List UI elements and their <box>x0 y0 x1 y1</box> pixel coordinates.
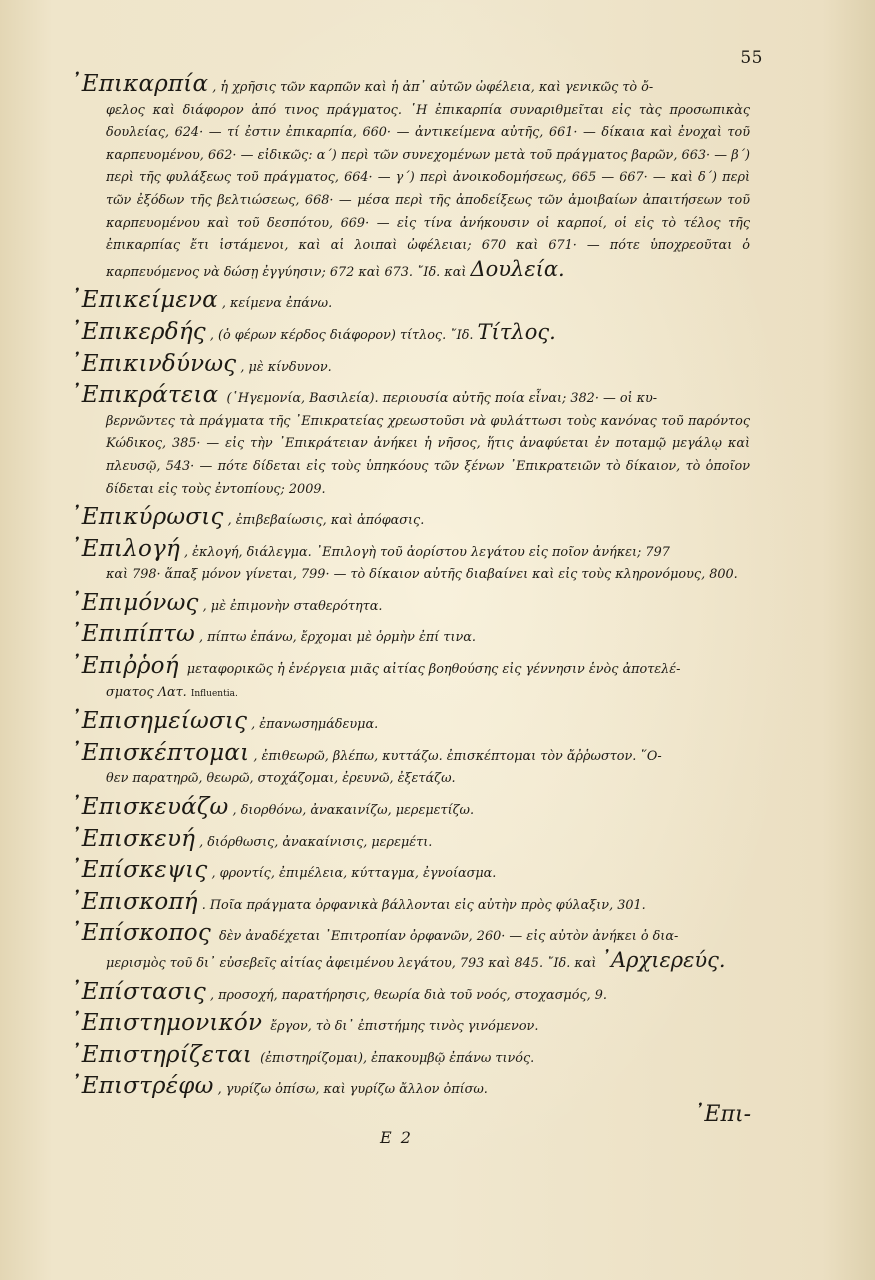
entry-epistrefo <box>70 1072 750 1102</box>
entry-episkeptomai <box>70 739 750 791</box>
headword: ᾿Επισκευάζω <box>70 794 229 821</box>
headword: ᾿Επισκευή <box>70 825 196 852</box>
latin-gloss: Influentia. <box>190 688 238 699</box>
entry-text: μερισμὸς τοῦ δι᾿ εὐσεβεῖς αἰτίας ἀφειμένου λεγάτου, 793 καὶ 845. ῎Ιδ. καὶ <box>106 956 597 971</box>
entry-text: , φροντίς, ἐπιμέλεια, κύτταγμα, ἐγνοίασμα. <box>211 866 497 882</box>
entry-continuation <box>70 949 750 976</box>
entry-text: , κείμενα ἐπάνω. <box>221 296 333 312</box>
entry-epikindynos <box>70 350 750 380</box>
entry-text: , ἐκλογή, διάλεγμα. ᾿Επιλογὴ τοῦ ἀορίστου λεγάτου εἰς ποῖον ἀνήκει; 797 <box>183 544 670 560</box>
dictionary-entries <box>70 70 750 1104</box>
entry-epipipto <box>70 620 750 650</box>
entry-continuation <box>70 768 750 791</box>
entry-continuation <box>70 564 750 587</box>
catchword: ᾿Επι- <box>693 1102 751 1127</box>
entry-continuation <box>70 682 750 706</box>
entry-text: . Ποῖα πράγματα ὀρφανικὰ βάλλονται εἰς αὐτὴν πρὸς φύλαξιν, 301. <box>201 897 646 913</box>
entry-text: , ἐπιβεβαίωσις, καὶ ἀπόφασις. <box>227 513 425 529</box>
entry-text: καὶ 798· ἅπαξ μόνον γίνεται, 799· — τὸ δίκαιον αὐτῆς διαβαίνει καὶ εἰς τοὺς κληρονόμους, 800. <box>106 567 738 583</box>
headword: ᾿Επικαρπία <box>70 71 209 97</box>
entry-text: , ἐπιθεωρῶ, βλέπω, κυττάζω. ἐπισκέπτομαι τὸν ἄῤῥωστον. ῞Ο- <box>253 748 662 764</box>
headword: ᾿Επικύρωσις <box>70 504 224 531</box>
headword: ᾿Επιστηρίζεται <box>70 1041 253 1068</box>
headword: ᾿Επιστρέφω <box>70 1073 214 1100</box>
entry-episkevazo <box>70 793 750 823</box>
entry-epistimonikon <box>70 1009 750 1039</box>
entry-continuation <box>70 100 750 285</box>
entry-text: , μὲ ἐπιμονὴν σταθερότητα. <box>202 598 383 614</box>
entry-text: μεταφορικῶς ἡ ἐνέργεια μιᾶς αἰτίας βοηθούσης εἰς γέννησιν ἑνὸς ἀποτελέ- <box>182 662 681 678</box>
headword: ᾿Επικείμενα <box>70 287 218 314</box>
entry-epikeimena <box>70 286 750 316</box>
headword: ᾿Επιλογή <box>70 535 180 562</box>
headword: ᾿Επιστημονικόν <box>70 1010 263 1037</box>
entry-text: , διορθόνω, ἀνακαινίζω, μερεμετίζω. <box>232 803 475 819</box>
headword: ᾿Επικράτεια <box>70 382 219 409</box>
entry-text: φελος καὶ διάφορον ἀπό τινος πράγματος. ῾Η ἐπικαρπία συναριθμεῖται εἰς τὰς προσωπικὰς δουλείας, 624· — τί ἐστιν ἐπικαρπία, 660· — ἀντικείμενα αὐτῆς, 661· — δίκαια καὶ ἐνοχαὶ τοῦ καρπευομένου, 662· — εἰδικῶς: α´) περὶ τῶν συνεχομένων μετὰ τοῦ πράγματος βαρῶν, 663· — β´) περὶ τῆς φυλάξεως τοῦ πράγματος, 664· — γ´) περὶ ἀνοικοδομήσεως, 665 — 667· — καὶ δ´) περὶ τῶν ἐξόδων τῆς βελτιώσεως, 668· — μέσα περὶ τῆς ἀποδείξεως τῶν ἀμοιβαίων ἀπαιτήσεων τοῦ καρπευομένου καὶ τοῦ δεσπότου, 669· — εἰς τίνα ἀνήκουσιν οἱ καρποί, οἱ εἰς τὸ τέλος τῆς ἐπικαρπίας ἔτι ἱστάμενοι, καὶ αἱ λοιπαὶ ὠφέλειαι; 670 καὶ 671· — πότε ὑποχρεοῦται ὁ καρπευόμενος νὰ δώσῃ ἐγγύησιν; 672 καὶ 673. ῎Ιδ. καὶ <box>106 102 750 280</box>
entry-text: δὲν ἀναδέχεται ᾿Επιτροπίαν ὀρφανῶν, 260· — εἰς αὐτὸν ἀνήκει ὁ δια- <box>214 929 679 945</box>
cross-reference: Τίτλος. <box>477 319 556 344</box>
entry-text: , (ὁ φέρων κέρδος διάφορον) τίτλος. ῎Ιδ. <box>209 327 474 343</box>
entry-text: (῾Ηγεμονία, Βασιλεία). περιουσία αὐτῆς ποία εἶναι; 382· — οἱ κυ- <box>222 391 658 407</box>
entry-epikrateia <box>70 381 750 501</box>
entry-text: , μὲ κίνδυνον. <box>240 359 332 375</box>
entry-episimeiosis <box>70 707 750 737</box>
entry-text: σματος Λατ. <box>106 684 187 700</box>
entry-epikarpia <box>70 70 750 284</box>
entry-epilogi <box>70 535 750 587</box>
entry-text: , πίπτω ἐπάνω, ἔρχομαι μὲ ὁρμὴν ἐπί τινα. <box>198 630 476 646</box>
headword: ᾿Επιμόνως <box>70 589 199 616</box>
entry-text: , γυρίζω ὀπίσω, καὶ γυρίζω ἄλλον ὀπίσω. <box>217 1082 488 1098</box>
headword: ᾿Επισκέπτομαι <box>70 739 250 766</box>
headword: ᾿Επισκοπή <box>70 888 198 915</box>
cross-reference: ᾿Αρχιερεύς. <box>600 948 726 972</box>
entry-epikerdis <box>70 318 750 348</box>
headword: ᾿Επικερδής <box>70 318 206 345</box>
headword: ᾿Επίστασις <box>70 978 206 1005</box>
entry-episkopi <box>70 888 750 918</box>
entry-text: , διόρθωσις, ἀνακαίνισις, μερεμέτι. <box>199 834 433 850</box>
entry-text: , ἐπανωσημάδευμα. <box>251 717 379 733</box>
cross-reference: Δουλεία. <box>470 256 565 281</box>
entry-text: θεν παρατηρῶ, θεωρῶ, στοχάζομαι, ἐρευνῶ, ἐξετάζω. <box>106 771 456 787</box>
headword: ᾿Επικινδύνως <box>70 350 237 377</box>
entry-text: , ἡ χρῆσις τῶν καρπῶν καὶ ἡ ἀπ᾿ αὐτῶν ὠφέλεια, καὶ γενικῶς τὸ ὄ- <box>212 80 654 95</box>
entry-epistirizetai <box>70 1041 750 1071</box>
headword: ᾿Επιπίπτω <box>70 621 195 648</box>
headword: ᾿Επισημείωσις <box>70 708 248 735</box>
entry-epikyrosis <box>70 503 750 533</box>
entry-text: ἔργον, τὸ δι᾿ ἐπιστήμης τινὸς γινόμενον. <box>266 1019 539 1035</box>
headword: ᾿Επιῤῥοή <box>70 653 179 680</box>
entry-episkopos <box>70 919 750 975</box>
entry-text: (ἐπιστηρίζομαι), ἐπακουμβῷ ἐπάνω τινός. <box>256 1050 535 1066</box>
entry-text: , προσοχή, παρατήρησις, θεωρία διὰ τοῦ νοός, στοχασμός, 9. <box>209 987 607 1003</box>
entry-text: βερνῶντες τὰ πράγματα τῆς ᾿Επικρατείας χρεωστοῦσι νὰ φυλάττωσι τοὺς κανόνας τοῦ παρόντος Κώδικος, 385· — εἰς τὴν ᾿Επικράτειαν ἀνήκει ἡ νῆσος, ἥτις ἀναφύεται ἐν ποταμῷ μεγάλῳ καὶ πλευσῷ, 543· — πότε δίδεται εἰς τοὺς ὑπηκόους τῶν ξένων ᾿Επικρατειῶν τὸ δίκαιον, τὸ ὁποῖον δίδεται εἰς τοὺς ἐντοπίους; 2009. <box>106 413 750 497</box>
entry-episkepsis <box>70 856 750 886</box>
entry-epimonos <box>70 589 750 619</box>
headword: ᾿Επίσκεψις <box>70 857 208 884</box>
entry-epistasis <box>70 978 750 1008</box>
entry-episkevi <box>70 825 750 855</box>
signature-mark: E 2 <box>380 1128 413 1147</box>
entry-epirroi <box>70 652 750 705</box>
headword: ᾿Επίσκοπος <box>70 920 211 947</box>
page-number: 55 <box>740 48 763 68</box>
entry-continuation <box>70 411 750 501</box>
